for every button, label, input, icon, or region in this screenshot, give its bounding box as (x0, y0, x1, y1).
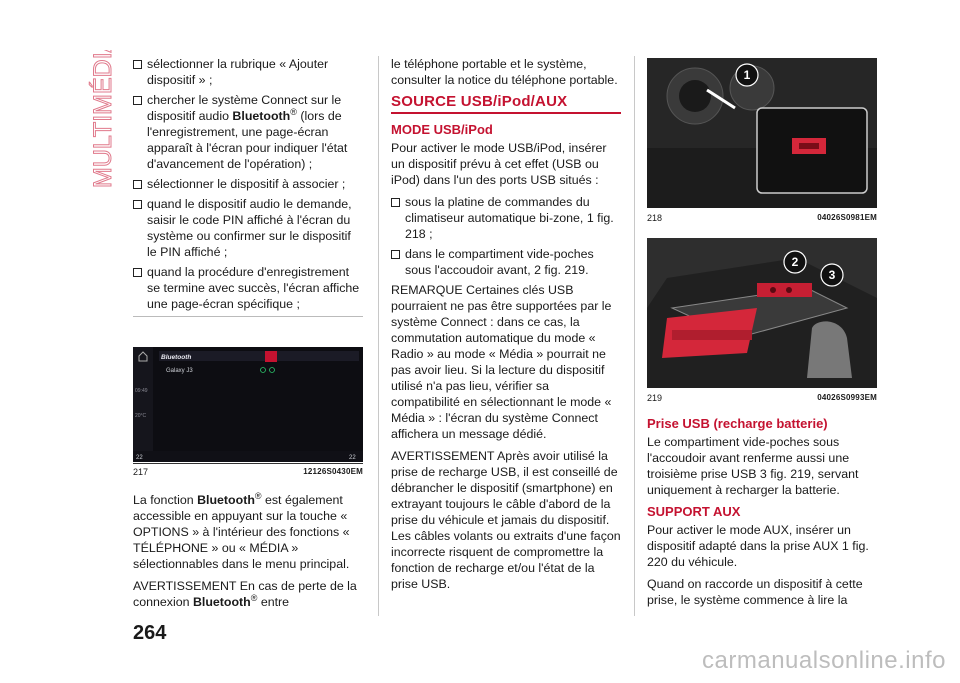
left-temp: 22 (136, 455, 143, 461)
column-divider (634, 56, 635, 616)
column-divider (378, 56, 379, 616)
bluetooth-pair-icon (265, 351, 277, 362)
list-item (391, 194, 621, 242)
figure-number: 219 (647, 393, 663, 403)
paragraph: AVERTISSEMENT Après avoir utilisé la prise de recharge USB, il est conseillé de débrancher le dispositif (smartphone) en extrayant toujours le câble d'abord de la prise du véhicule et jamais du dispositif. Les câbles volants ou extraits d'une façon incorrecte risquent de compromettre la fonction de recharge et/ou l'état de la prise USB. (391, 449, 621, 591)
svg-text:1: 1 (743, 68, 751, 82)
list-item-text: sous la platine de commandes du climatiseur automatique bi-zone, 1 fig. 218 ; (405, 195, 614, 241)
svg-text:2: 2 (791, 255, 799, 269)
column-1-lower (133, 492, 363, 616)
figure-top-rule (133, 316, 363, 317)
sub-heading: SUPPORT AUX (647, 504, 741, 519)
checkbox-icon (133, 200, 142, 209)
paragraph: REMARQUE Certaines clés USB pourraient ne pas être supportées par le système Connect : dans ce cas, la commutation automatique du mode « Radio » au mode « Média » pourrait ne pas avoir lieu. Si la lecture du dispositif utilisé n'a pas lieu, vérifier sa compatibilité en sélectionnant le mode « Média » : l'écran du système Connect affichera un message dédié. (391, 283, 612, 441)
figure-218-caption (647, 210, 877, 223)
watermark: carmanualsonline.info (702, 647, 946, 674)
checkbox-icon (391, 198, 400, 207)
screen-graphic (133, 347, 363, 462)
paragraph: Pour activer le mode AUX, insérer un dispositif adapté dans la prise AUX 1 fig. 220 du véhicule. (647, 523, 869, 569)
figure-code: 04026S0981EM (817, 213, 877, 222)
temperature: 20°C (135, 413, 147, 419)
paragraph: le téléphone portable et le système, consulter la notice du téléphone portable. (391, 57, 618, 87)
list-item-text: quand le dispositif audio le demande, saisir le code PIN affiché à l'écran du système ou confirmer sur le dispositif le PIN affiché ; (147, 197, 352, 259)
list-item-text: sélectionner le dispositif à associer ; (147, 177, 346, 191)
figure-217-caption (133, 463, 363, 477)
right-temp: 22 (349, 455, 356, 461)
page-number: 264 (133, 622, 167, 644)
list-item (133, 176, 363, 192)
svg-text:3: 3 (828, 268, 836, 282)
checkbox-icon (133, 60, 142, 69)
screen-title: Bluetooth (161, 354, 192, 361)
list-item-text: dans le compartiment vide-poches sous l'accoudoir avant, 2 fig. 219. (405, 247, 594, 277)
figure-code: 12126S0430EM (303, 467, 363, 476)
paragraph: Pour activer le mode USB/iPod, insérer un dispositif prévu à cet effet (USB ou iPod) dans l'un des ports USB situés : (391, 141, 607, 187)
list-item-text: sélectionner la rubrique « Ajouter dispositif » ; (147, 57, 329, 87)
paragraph: La fonction Bluetooth® est également accessible en appuyant sur la touche « OPTIONS » à l'intérieur des fonctions « TÉLÉPHONE » ou « MÉDIA » sélectionnables dans le menu principal. (133, 490, 350, 571)
device-name: Galaxy J3 (166, 368, 193, 374)
sub-heading: Prise USB (recharge batterie) (647, 416, 828, 431)
checkbox-icon (133, 96, 142, 105)
column-1 (133, 56, 363, 316)
list-item-text: quand la procédure d'enregistrement se termine avec succès, l'écran affiche une page-écran spécifique ; (147, 265, 360, 311)
figure-number: 218 (647, 213, 663, 223)
checkbox-icon (133, 268, 142, 277)
sub-heading: MODE USB/iPod (391, 122, 493, 137)
figure-code: 04026S0993EM (817, 393, 877, 402)
section-label-text: MULTIMÉDIA (89, 50, 117, 188)
column-2 (391, 56, 621, 598)
list-item (133, 196, 363, 260)
figure-219-photo (647, 238, 877, 388)
paragraph: Quand on raccorde un dispositif à cette prise, le système commence à lire la (647, 577, 863, 607)
section-heading: SOURCE USB/iPod/AUX (391, 93, 568, 110)
list-item (133, 56, 363, 88)
clock: 09:49 (135, 388, 148, 394)
paragraph: AVERTISSEMENT En cas de perte de la connexion Bluetooth® entre (133, 579, 357, 609)
list-item (133, 264, 363, 312)
brand-name: Bluetooth (232, 109, 291, 123)
column-3 (647, 412, 877, 614)
paragraph: Le compartiment vide-poches sous l'accoudoir avant renferme aussi une troisième prise USB 3 fig. 219, servant uniquement à recharger la batterie. (647, 435, 859, 497)
checkbox-icon (133, 180, 142, 189)
figure-218-photo (647, 58, 877, 208)
figure-number: 217 (133, 467, 149, 477)
list-item (133, 92, 363, 172)
list-item (391, 246, 621, 278)
figure-219-caption (647, 390, 877, 403)
section-label (80, 50, 120, 190)
section-rule (391, 112, 621, 114)
figure-217-screen (133, 347, 363, 462)
checkbox-icon (391, 250, 400, 259)
list-item-text: chercher le système Connect sur le dispositif audio Bluetooth® (lors de l'enregistrement, une page-écran apparaît à l'écran pour indiquer l'état d'avancement de l'opération) ; (147, 93, 348, 171)
